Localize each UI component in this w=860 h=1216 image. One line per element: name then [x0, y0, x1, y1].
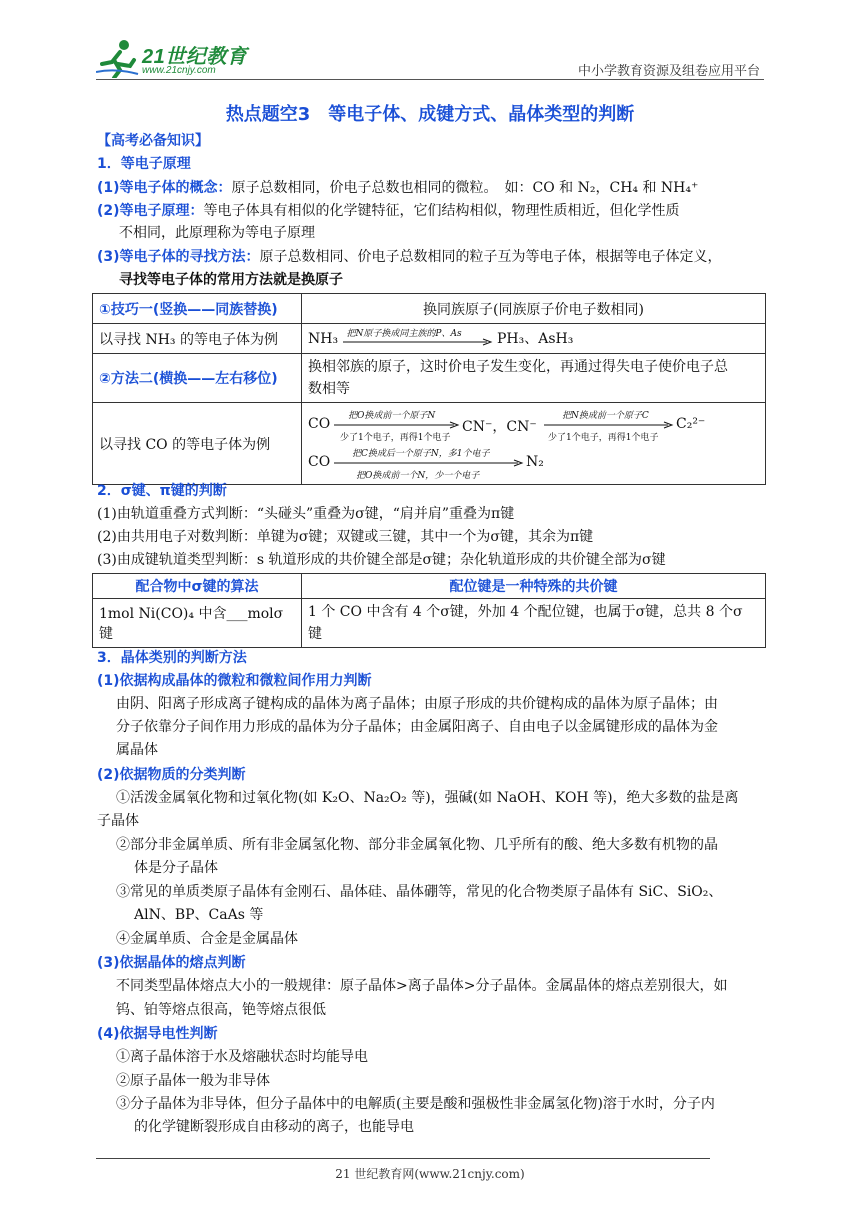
s3-d2: ②原子晶体一般为非导体 [116, 1073, 270, 1089]
t1-r4-c-bottom: 把O换成前一个N，少一个电子 [356, 470, 480, 481]
s3-c1: 不同类型晶体熔点大小的一般规律：原子晶体>离子晶体>分子晶体。金属晶体的熔点差别很大，如 [116, 978, 728, 994]
s3-b2: ②部分非金属单质、所有非金属氢化物、部分非金属氧化物、几乎所有的酸、绝大多数有机物的晶 [116, 837, 718, 853]
t1-r2-arrow [343, 329, 493, 349]
s2-l1: (1)由轨道重叠方式判断：“头碰头”重叠为σ键，“肩并肩”重叠为π键 [97, 506, 515, 522]
t1-r4-b-bottom: 少了1个电子，再得1个电子 [548, 432, 659, 443]
t1-r2-to: PH₃、AsH₃ [496, 331, 574, 347]
s3-b1: ①活泼金属氧化物和过氧化物(如 K₂O、Na₂O₂ 等)，强碱(如 NaOH、KOH 等)，绝大多数的盐是离 [116, 790, 739, 806]
t1-r2c1: 以寻找 NH₃ 的等电子体为例 [93, 324, 302, 354]
s2-l3: (3)由成键轨道类型判断：s 轨道形成的共价键全部是σ键；杂化轨道形成的共价键全部为σ键 [97, 552, 666, 568]
t1-r3c1: ②方法二(横换——左右移位) [93, 354, 302, 403]
t1-r4-a-to: CN⁻，CN⁻ [462, 418, 537, 435]
t1-r4-a-bottom: 少了1个电子，再得1个电子 [340, 432, 451, 443]
t1-r4-row1 [308, 406, 759, 446]
t1-r4-a-from: CO [308, 415, 331, 432]
s3-a-heading: (1)依据构成晶体的微粒和微粒间作用力判断 [97, 673, 372, 689]
s1-p1 [97, 178, 698, 198]
t2-c2a: 1 个 CO 中含有 4 个σ键，外加 4 个配位键，也属于σ键，总共 8 个σ [308, 604, 743, 620]
s1-p3 [97, 247, 722, 267]
right-arrow-icon [544, 420, 674, 430]
sigma-table [92, 573, 766, 648]
t1-r4-a-top: 把O换成前一个原子N [348, 410, 436, 421]
t1-r4-b-to: C₂²⁻ [676, 415, 706, 432]
s1-p1-label: (1)等电子体的概念： [97, 180, 232, 196]
t1-r4-c-to: N₂ [526, 453, 544, 470]
platform-name: 中小学教育资源及组卷应用平台 [577, 64, 760, 79]
t1-r4c1: 以寻找 CO 的等电子体为例 [93, 403, 302, 485]
footer-text[interactable]: 21 世纪教育网(www.21cnjy.com) [335, 1167, 525, 1181]
s1-p2 [97, 201, 680, 221]
t1-r2c2 [302, 324, 766, 354]
t1-r1c1: ①技巧一(竖换——同族替换) [93, 294, 302, 324]
header-divider [96, 79, 764, 80]
s3-b-heading: (2)依据物质的分类判断 [97, 767, 246, 783]
s3-b3b: AlN、BP、CaAs 等 [134, 907, 264, 923]
s3-c-heading: (3)依据晶体的熔点判断 [97, 955, 246, 971]
t1-r4-c-top: 把C换成后一个原子N，多1个电子 [352, 448, 490, 459]
s1-p2-text: 等电子体具有相似的化学键特征，它们结构相似，物理性质相近，但化学性质 [203, 203, 680, 219]
footer-divider [96, 1158, 710, 1159]
t2-h1: 配合物中σ键的算法 [93, 574, 302, 599]
s3-a2: 分子依靠分子间作用力形成的晶体为分子晶体；由金属阳离子、自由电子以金属键形成的晶体为金 [116, 719, 718, 735]
s3-d-heading: (4)依据导电性判断 [97, 1026, 218, 1042]
t1-r3c2 [302, 354, 766, 403]
s3-c2: 钨、铂等熔点很高，铯等熔点很低 [116, 1002, 326, 1018]
s1-p3-text: 原子总数相同、价电子总数相同的粒子互为等电子体，根据等电子体定义， [259, 249, 722, 265]
right-arrow-icon [334, 458, 524, 468]
runner-logo-icon [96, 38, 140, 78]
s3-a3: 属晶体 [116, 742, 158, 758]
right-arrow-icon [334, 420, 460, 430]
t1-r4-row2 [308, 446, 759, 482]
s3-b4: ④金属单质、合金是金属晶体 [116, 931, 298, 947]
t2-h2: 配位键是一种特殊的共价键 [302, 574, 766, 599]
t1-r1c2: 换同族原子(同族原子价电子数相同) [302, 294, 766, 324]
t2-c1: 1mol Ni(CO)₄ 中含___molσ键 [93, 599, 302, 648]
s3-d3b: 的化学键断裂形成自由移动的离子，也能导电 [134, 1119, 414, 1135]
logo [96, 38, 256, 80]
t1-r4c2 [302, 403, 766, 485]
s1-p1-text: 原子总数相同，价电子总数也相同的微粒。 如：CO 和 N₂，CH₄ 和 NH₄⁺ [231, 180, 699, 196]
t1-r2-arrow-label: 把N原子换成同主族的P、As [346, 329, 462, 339]
s3-d3: ③分子晶体为非导体，但分子晶体中的电解质(主要是酸和强极性非金属氢化物)溶于水时，分子内 [116, 1096, 715, 1112]
t1-r2-from: NH₃ [308, 331, 339, 347]
logo-text: 21世纪教育 [142, 46, 248, 68]
s3-d1: ①离子晶体溶于水及熔融状态时均能导电 [116, 1049, 368, 1065]
s3-b3: ③常见的单质类原子晶体有金刚石、晶体硅、晶体硼等，常见的化合物类原子晶体有 SiC、SiO₂、 [116, 884, 723, 900]
t2-c2b: 键 [308, 626, 322, 642]
s3-b2b: 体是分子晶体 [134, 860, 218, 876]
s1-p3-label: (3)等电子体的寻找方法： [97, 249, 260, 265]
s1-p3-text2: 寻找等电子体的常用方法就是换原子 [119, 272, 343, 288]
knowledge-tag: 【高考必备知识】 [97, 133, 209, 149]
section1-heading: 1．等电子原理 [97, 156, 191, 172]
s3-b1b: 子晶体 [97, 813, 139, 829]
logo-url: www.21cnjy.com [142, 65, 216, 76]
right-arrow-icon [343, 329, 493, 349]
s1-p2-text2: 不相同，此原理称为等电子原理 [119, 225, 315, 241]
s2-l2: (2)由共用电子对数判断：单键为σ键；双键或三键，其中一个为σ键，其余为π键 [97, 529, 594, 545]
equivalent-table [92, 293, 766, 485]
t2-c2 [302, 599, 766, 648]
section2-heading: 2．σ键、π键的判断 [97, 483, 227, 499]
t1-r4-b-top: 把N换成前一个原子C [562, 410, 649, 421]
s1-p2-label: (2)等电子原理： [97, 203, 204, 219]
section3-heading: 3．晶体类别的判断方法 [97, 650, 247, 666]
t1-r4-c-from: CO [308, 453, 331, 470]
s3-a1: 由阴、阳离子形成离子键构成的晶体为离子晶体；由原子形成的共价键构成的晶体为原子晶体；由 [116, 696, 718, 712]
t1-r3c2a: 换相邻族的原子，这时价电子发生变化，再通过得失电子使价电子总 [308, 359, 728, 375]
t1-r3c2b: 数相等 [308, 381, 350, 397]
page-title: 热点题空3 等电子体、成键方式、晶体类型的判断 [225, 104, 635, 125]
